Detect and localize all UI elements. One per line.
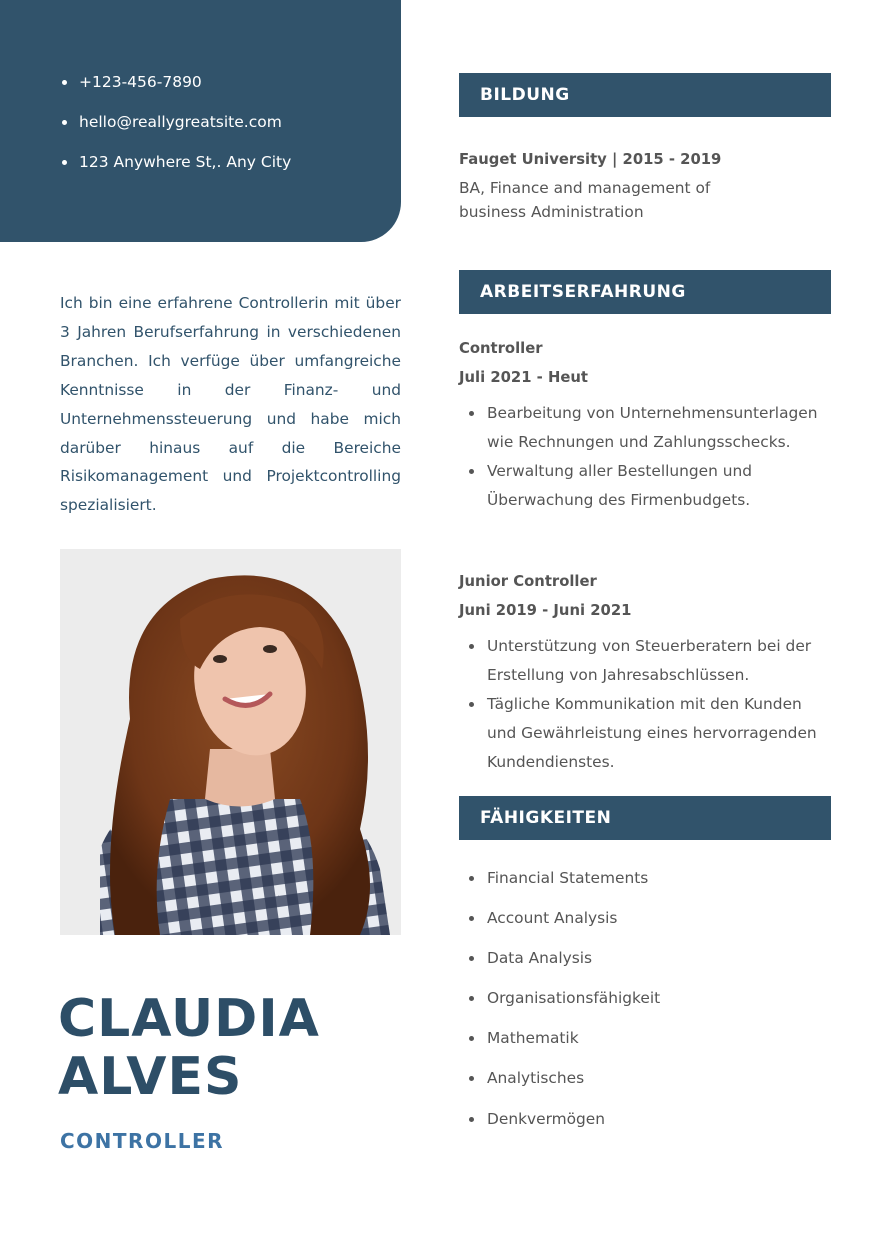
skill-item: Denkvermögen — [459, 1105, 819, 1145]
job-2-bullets — [459, 632, 819, 777]
experience-heading: ARBEITSERFAHRUNG — [459, 270, 831, 314]
skill-item: Organisationsfähigkeit — [459, 984, 819, 1024]
profile-summary: Ich bin eine erfahrene Controllerin mit über 3 Jahren Berufserfahrung in verschiedenen Branchen. Ich verfüge über umfangreiche Kenntnisse in der Finanz- und Unternehmenssteuerung und habe mich darüber hinaus auf die Bereiche Risikomanagement und Projektcontrolling spezialisiert. — [60, 294, 401, 515]
contact-phone: +123-456-7890 — [60, 70, 291, 110]
list-item: Unterstützung von Steuerberatern bei der Erstellung von Jahresabschlüssen. — [459, 632, 819, 690]
list-item: Verwaltung aller Bestellungen und Überwachung des Firmenbudgets. — [459, 457, 819, 515]
skill-item: Financial Statements — [459, 864, 819, 904]
contact-address: 123 Anywhere St,. Any City — [60, 150, 291, 190]
skill-item: Mathematik — [459, 1024, 819, 1064]
contact-email: hello@reallygreatsite.com — [60, 110, 291, 150]
job-1-bullets — [459, 399, 819, 515]
list-item: Tägliche Kommunikation mit den Kunden und Gewährleistung eines hervorragenden Kundendienstes. — [459, 690, 819, 777]
contact-panel — [0, 0, 401, 242]
skill-item: Analytisches — [459, 1064, 819, 1104]
education-heading: BILDUNG — [459, 73, 831, 117]
person-name — [58, 990, 320, 1106]
profile-photo — [60, 549, 401, 935]
skills-list — [459, 864, 819, 1145]
education-school: Fauget University | 2015 - 2019 — [459, 151, 722, 168]
contact-list — [60, 70, 291, 190]
skills-heading: FÄHIGKEITEN — [459, 796, 831, 840]
skill-item: Data Analysis — [459, 944, 819, 984]
job-1-period: Juli 2021 - Heut — [459, 369, 588, 386]
skill-item: Account Analysis — [459, 904, 819, 944]
list-item: Bearbeitung von Unternehmensunterlagen wie Rechnungen und Zahlungsschecks. — [459, 399, 819, 457]
job-title: CONTROLLER — [60, 1129, 225, 1153]
job-1-role: Controller — [459, 340, 543, 357]
education-degree: BA, Finance and management of business Administration — [459, 179, 711, 221]
last-name: ALVES — [58, 1047, 243, 1107]
job-2-period: Juni 2019 - Juni 2021 — [459, 602, 632, 619]
first-name: CLAUDIA — [58, 989, 320, 1049]
job-2-role: Junior Controller — [459, 573, 597, 590]
